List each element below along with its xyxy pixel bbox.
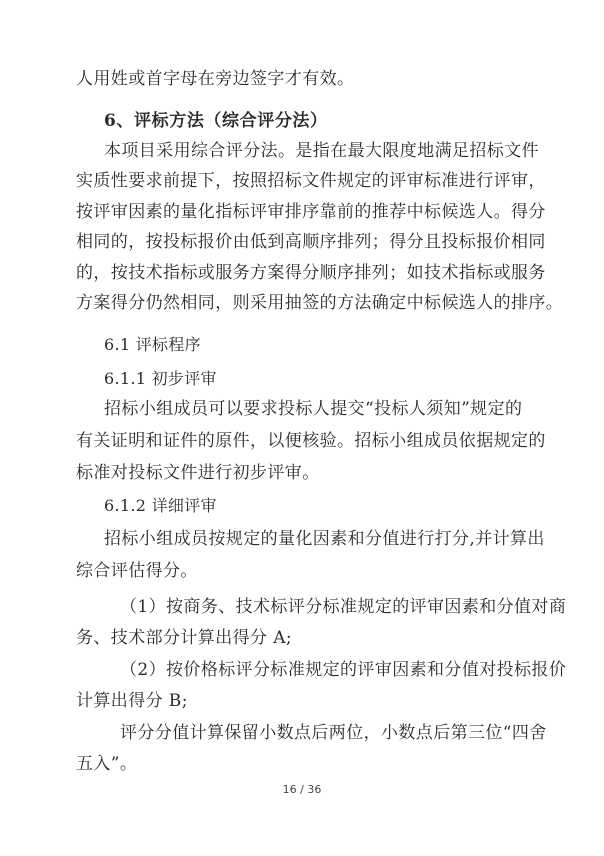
text-line: （2）按价格标评分标准规定的评审因素和分值对投标报价 [120,660,567,680]
text-line: 招标小组成员可以要求投标人提交“投标人须知”规定的 [104,399,523,419]
text-line: 评分分值计算保留小数点后两位，小数点后第三位“四舍 [120,723,547,743]
text-line: （1）按商务、技术标评分标准规定的评审因素和分值对商 [120,597,567,617]
subsection-heading: 6.1 评标程序 [104,335,201,354]
text-line: 本项目采用综合评分法。是指在最大限度地满足招标文件 [104,141,539,161]
text-line: 方案得分仍然相同，则采用抽签的方法确定中标候选人的排序。 [76,293,564,313]
text-line: 按评审因素的量化指标评审排序靠前的推荐中标候选人。得分 [76,202,546,222]
text-line: 有关证明和证件的原件，以便核验。招标小组成员依据规定的 [76,431,546,451]
text-line: 计算出得分 B; [76,691,188,711]
text-line: 相同的，按投标报价由低到高顺序排列；得分且投标报价相同 [76,232,546,252]
page-number: 16 / 36 [282,783,322,796]
text-line: 的，按技术指标或服务方案得分顺序排列；如技术指标或服务 [76,263,546,283]
subsection-heading: 6.1.2 详细评审 [104,496,217,515]
section-heading: 6、评标方法（综合评分法） [104,111,328,131]
text-line: 务、技术部分计算出得分 A; [76,628,293,648]
text-line: 标准对投标文件进行初步评审。 [76,463,320,483]
text-line: 综合评估得分。 [76,561,198,581]
text-line: 人用姓或首字母在旁边签字才有效。 [76,69,355,89]
subsection-heading: 6.1.1 初步评审 [104,369,217,388]
text-line: 实质性要求前提下，按照招标文件规定的评审标准进行评审， [76,171,546,191]
text-line: 五入”。 [76,754,138,774]
text-line: 招标小组成员按规定的量化因素和分值进行打分,并计算出 [104,529,545,549]
